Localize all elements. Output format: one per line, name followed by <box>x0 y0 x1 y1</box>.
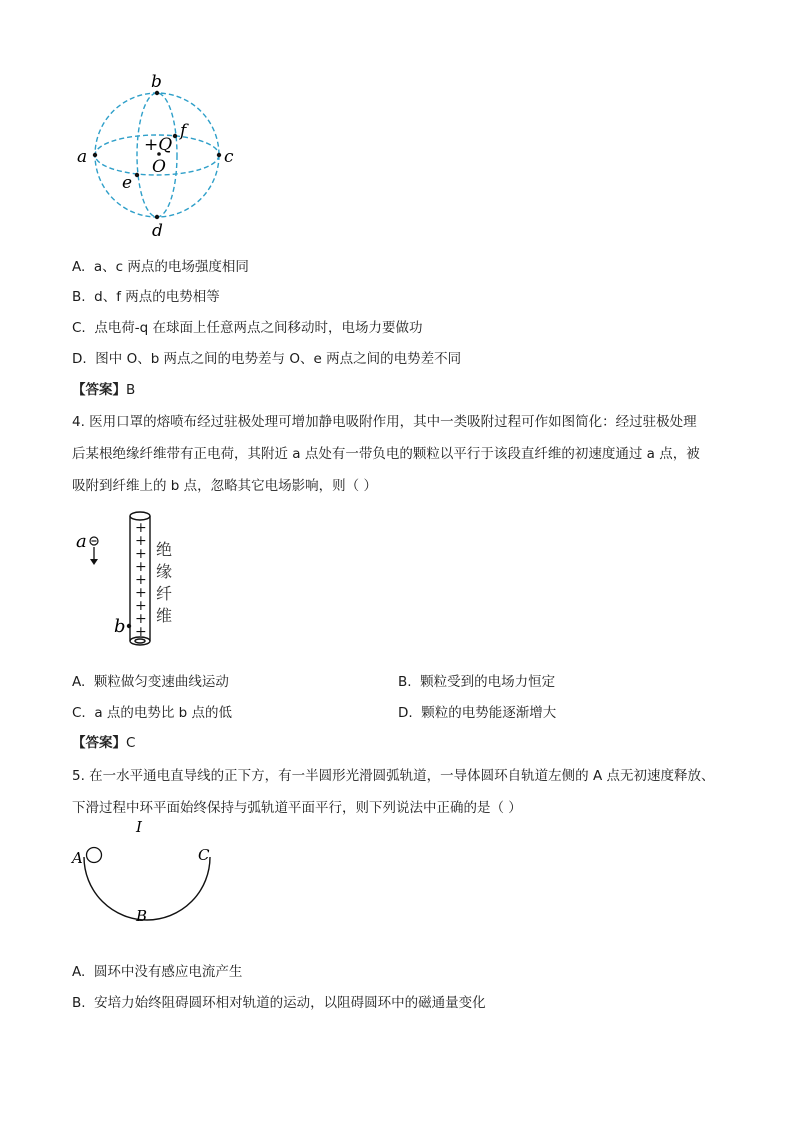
option-text: 颗粒受到的电场力恒定 <box>420 674 556 690</box>
q4-stem-line: 4. 医用口罩的熔喷布经过驻极处理可增加静电吸附作用，其中一类吸附过程可作如图简化：经过驻极处理 <box>72 414 697 430</box>
label-current-i: I <box>136 818 142 836</box>
q4-stem-line: 后某根绝缘纤维带有正电荷，其附近 a 点处有一带负电的颗粒以平行于该段直纤维的初速度通过 a 点，被 <box>72 446 700 462</box>
plus-sign: + <box>135 572 147 588</box>
sphere-dashed-circles <box>95 93 219 217</box>
q4-option-d <box>398 703 556 723</box>
label-d: d <box>152 221 163 240</box>
q4-stem-line: 吸附到纤维上的 b 点，忽略其它电场影响，则（ ） <box>72 478 377 494</box>
answer-label: 【答案】 <box>72 382 126 398</box>
option-text: 颗粒做匀变速曲线运动 <box>93 674 229 690</box>
option-letter: A. <box>72 674 86 690</box>
option-letter: A. <box>72 259 86 275</box>
answer-label: 【答案】 <box>72 735 126 751</box>
point-a <box>93 153 97 157</box>
plus-sign: + <box>135 520 147 536</box>
plus-sign: + <box>135 611 147 627</box>
point-e <box>135 173 139 177</box>
q3-option-c <box>72 318 423 338</box>
fiber-label-char: 纤 <box>156 584 173 603</box>
q5-option-b <box>72 993 486 1013</box>
q5-stem-line: 5. 在一水平通电直导线的正下方，有一半圆形光滑圆弧轨道，一导体圆环自轨道左侧的 A 点无初速度释放、 <box>72 768 715 784</box>
plus-sign: + <box>135 559 147 575</box>
option-letter: C. <box>72 320 86 336</box>
q5-stem-line: 下滑过程中环平面始终保持与弧轨道平面平行，则下列说法中正确的是（ ） <box>72 800 522 816</box>
label-b: b <box>114 616 126 637</box>
q5-option-a <box>72 962 242 982</box>
fiber-label-char: 绝 <box>156 540 173 559</box>
label-b: b <box>151 72 162 92</box>
label-f: f <box>180 121 187 141</box>
option-letter: D. <box>398 705 413 721</box>
answer-value: C <box>126 735 136 751</box>
fiber-label-char: 维 <box>156 606 173 625</box>
point-d <box>155 215 159 219</box>
point-c <box>217 153 221 157</box>
fiber-label-char: 缘 <box>156 562 173 581</box>
option-letter: B. <box>72 289 86 305</box>
label-a: A <box>72 849 83 867</box>
option-letter: B. <box>72 995 86 1011</box>
sphere-outline <box>95 93 219 217</box>
answer-value: B <box>126 382 136 398</box>
q4-option-b <box>398 672 555 692</box>
q3-answer <box>72 380 135 400</box>
option-letter: C. <box>72 705 86 721</box>
option-text: a 点的电势比 b 点的低 <box>94 705 233 721</box>
q3-option-a <box>72 257 249 277</box>
label-o: O <box>152 157 166 177</box>
point-f <box>173 134 177 138</box>
label-e: e <box>122 173 133 193</box>
label-c: c <box>224 147 234 167</box>
q4-answer <box>72 733 135 753</box>
option-text: d、f 两点的电势相等 <box>94 289 220 305</box>
label-plus-q: +Q <box>144 135 173 155</box>
label-a: a <box>77 147 88 167</box>
option-letter: B. <box>398 674 412 690</box>
option-text: a、c 两点的电场强度相同 <box>93 259 249 275</box>
option-text: 图中 O、b 两点之间的电势差与 O、e 两点之间的电势差不同 <box>95 351 462 367</box>
point-b <box>127 624 131 628</box>
q3-option-b <box>72 287 220 307</box>
conducting-ring <box>87 848 102 863</box>
label-c: C <box>198 846 210 864</box>
option-letter: A. <box>72 964 86 980</box>
q4-stem <box>72 406 732 502</box>
option-text: 安培力始终阻碍圆环相对轨道的运动，以阻碍圆环中的磁通量变化 <box>94 995 486 1011</box>
plus-sign: + <box>135 546 147 562</box>
option-text: 点电荷-q 在球面上任意两点之间移动时，电场力要做功 <box>94 320 423 336</box>
label-a: a <box>76 531 87 552</box>
option-letter: D. <box>72 351 87 367</box>
sphere-figure <box>70 70 250 240</box>
q4-option-c <box>72 703 232 723</box>
option-text: 圆环中没有感应电流产生 <box>93 964 243 980</box>
q3-option-d <box>72 349 461 369</box>
plus-sign: + <box>135 598 147 614</box>
sphere-meridian <box>137 93 177 217</box>
label-b: B <box>136 907 148 925</box>
q4-option-a <box>72 672 229 692</box>
plus-sign: + <box>135 624 147 640</box>
arrow-head-icon <box>90 559 98 565</box>
plus-sign: + <box>135 585 147 601</box>
plus-sign: + <box>135 533 147 549</box>
arc-track-figure <box>66 815 236 930</box>
option-text: 颗粒的电势能逐渐增大 <box>421 705 557 721</box>
fiber-figure <box>70 505 210 655</box>
